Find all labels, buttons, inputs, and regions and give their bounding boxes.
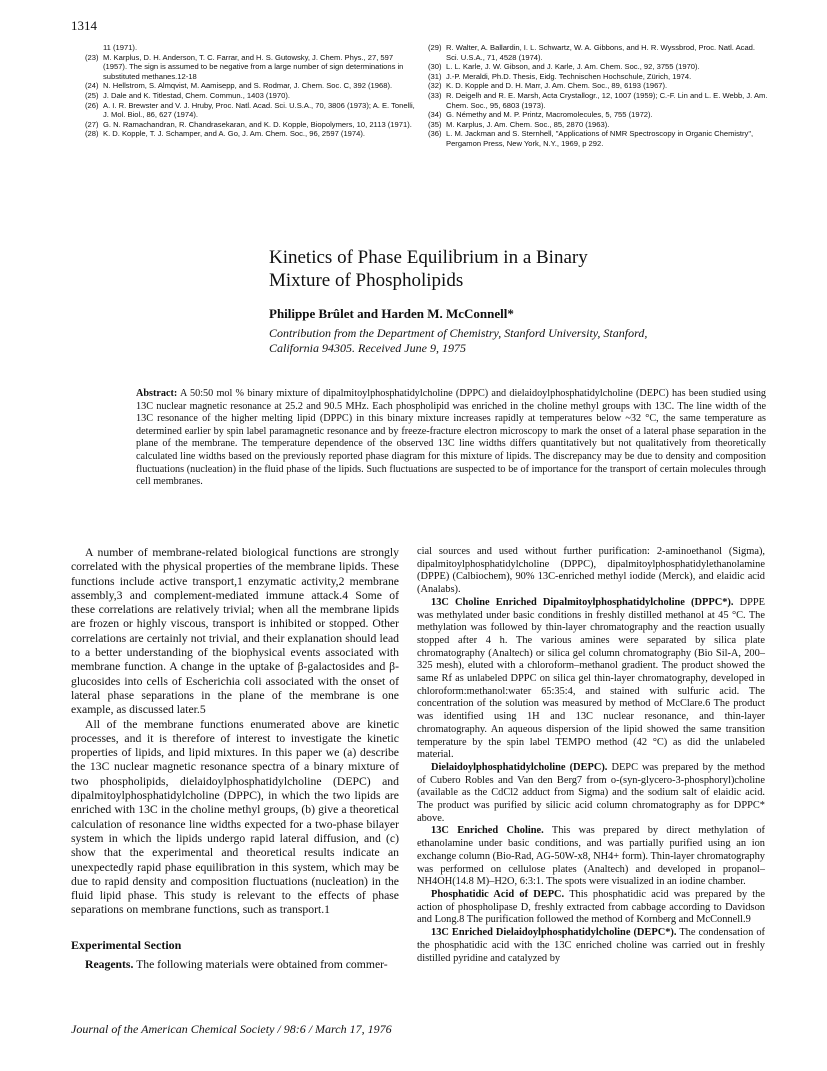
reference-number: (29) xyxy=(428,43,442,52)
authors: Philippe Brûlet and Harden M. McConnell* xyxy=(269,306,514,321)
run-in-heading: 13C Choline Enriched Dipalmitoylphosphatidylcholine (DPPC*). xyxy=(431,596,734,608)
reference-item xyxy=(428,91,768,110)
body-paragraph xyxy=(417,762,765,826)
abstract-text: A 50:50 mol % binary mixture of dipalmitoylphosphatidylcholine (DPPC) and dielaidoylphosphatidylcholine (DEPC) has been studied using 13C nuclear magnetic resonance at 25.2 and 90.5 MHz. Each phospholipid was enriched in the choline methyl groups with 13C. The line width of the 13C resonance of the higher melting lipid (DPPC) in this binary mixture increases rapidly at temperatures below ~32 °C, the same temperature as determined earlier by spin label paramagnetic resonance and by freeze-fracture electron microscopy to mark the onset of a lateral phase separation in the plane of the membrane. The temperature dependence of the observed 13C line widths differs quantitatively but not qualitatively from theoretically calculated line widths based on the previously reported phase diagram for this mixture of lipids. The discrepancy may be due to density and composition fluctuations (nucleation) in the fluid phase of the lipids. Such fluctuations are suspected to be of importance for the transport of certain molecules through cell membranes. xyxy=(136,388,767,488)
reference-text: A. I. R. Brewster and V. J. Hruby, Proc. Natl. Acad. Sci. U.S.A., 70, 3806 (1973); A. E. Tonelli, J. Mol. Biol., 86, 627 (1974). xyxy=(103,100,415,120)
run-in-heading: Phosphatidic Acid of DEPC. xyxy=(431,888,565,900)
body-paragraph xyxy=(417,825,765,889)
reference-number: (30) xyxy=(428,62,442,72)
journal-footer: Journal of the American Chemical Society / 98:6 / March 17, 1976 xyxy=(71,1022,392,1036)
reference-item xyxy=(85,91,415,101)
reference-item xyxy=(428,81,768,91)
body-paragraph xyxy=(417,546,765,597)
reference-number xyxy=(85,43,103,53)
reference-text: R. Walter, A. Ballardin, I. L. Schwartz, W. A. Gibbons, and H. R. Wyssbrod, Proc. Natl. Acad. Sci. U.S.A., 71, 4528 (1974). xyxy=(446,43,756,62)
reference-item xyxy=(428,129,768,148)
reference-item xyxy=(85,120,415,130)
body-paragraph xyxy=(71,958,399,972)
reference-item xyxy=(428,72,768,82)
reference-item xyxy=(428,120,768,130)
reference-number: (26) xyxy=(85,100,99,110)
abstract-label: Abstract: xyxy=(136,388,178,399)
run-in-heading: Reagents. xyxy=(85,958,134,972)
reference-item xyxy=(428,43,768,62)
run-in-heading: Dielaidoylphosphatidylcholine (DEPC). xyxy=(431,761,608,773)
reference-text: L. M. Jackman and S. Sternhell, "Applications of NMR Spectroscopy in Organic Chemistry", Pergamon Press, New York, N.Y., 1969, p 292. xyxy=(446,129,754,148)
reference-item xyxy=(428,110,768,120)
reference-number: (35) xyxy=(428,119,442,129)
section-heading: Experimental Section xyxy=(71,937,182,952)
reference-text: G. Némethy and M. P. Printz, Macromolecules, 5, 755 (1972). xyxy=(446,110,653,120)
reference-text: G. N. Ramachandran, R. Chandrasekaran, and K. D. Kopple, Biopolymers, 10, 2113 (1971). xyxy=(103,119,412,129)
abstract xyxy=(136,388,766,489)
paragraph-text: This phosphatidic acid was prepared by the action of phospholipase D, freshly extracted from cabbage according to Davidson and Long.8 The purification followed the method of Kornberg and McConnell.9 xyxy=(417,888,765,926)
reference-number: (23) xyxy=(85,52,99,62)
reference-item xyxy=(85,129,415,139)
reference-item xyxy=(85,43,415,53)
run-in-heading: 13C Enriched Dielaidoylphosphatidylcholine (DEPC*). xyxy=(431,927,677,939)
reference-item xyxy=(85,81,415,91)
references-right-column xyxy=(428,43,768,149)
reference-item xyxy=(428,62,768,72)
reference-text: K. D. Kopple, T. J. Schamper, and A. Go, J. Am. Chem. Soc., 96, 2597 (1974). xyxy=(103,129,365,139)
reference-text: 11 (1971). xyxy=(103,43,138,52)
reference-number: (32) xyxy=(428,81,442,91)
reference-number: (27) xyxy=(85,119,99,129)
references-left-column xyxy=(85,43,415,139)
reference-text: J.-P. Meraldi, Ph.D. Thesis, Eidg. Technischen Hochschule, Zürich, 1974. xyxy=(446,71,692,81)
reference-number: (25) xyxy=(85,90,99,100)
reference-text: M. Karplus, D. H. Anderson, T. C. Farrar, and H. S. Gutowsky, J. Chem. Phys., 27, 597 (1957). The sign is assumed to be negative from a large number of sign determinations in substituted methanes.12-18 xyxy=(103,52,404,81)
reference-number: (36) xyxy=(428,129,442,139)
reference-text: N. Hellstrom, S. Almqvist, M. Aamisepp, and S. Rodmar, J. Chem. Soc. C, 392 (1968). xyxy=(103,81,393,91)
body-paragraph xyxy=(417,927,765,965)
paragraph-text: DEPC was prepared by the method of Cubero Robles and Van den Berg7 from o-(syn-glycero-3-phosphoryl)choline (available as the CdCl2 adduct from Sigma) and the sodium salt of elaidic acid. The product was purified by silicic acid column chromatography as for DPPC* above. xyxy=(417,761,765,824)
body-left-column xyxy=(71,546,399,972)
reference-item xyxy=(85,53,415,82)
reference-text: M. Karplus, J. Am. Chem. Soc., 85, 2870 (1963). xyxy=(446,119,610,129)
reference-text: L. L. Karle, J. W. Gibson, and J. Karle, J. Am. Chem. Soc., 92, 3755 (1970). xyxy=(446,62,700,72)
paragraph-text: The condensation of the phosphatidic acid with the 13C enriched choline was carried out in freshly distilled pyridine and catalyzed by xyxy=(417,927,765,964)
body-paragraph: A number of membrane-related biological functions are strongly correlated with the physical properties of the membrane lipids. These functions include active transport,1 enzymatic activity,2 membrane assembly,3 and complement-mediated immune attack.4 Some of these correlations are relatively trivial; when all the membrane lipids are frozen or highly viscous, transport is inhibited or stopped. Other correlations are certainly not trivial, and their explanation should lead to a better understanding of the biophysical events associated with membrane function. A change in the uptake of β-galactosides and β-glucosides into cells of Escherichia coli associated with the onset of lateral phase separations in the plane of the membrane is one example, as discussed later.5 xyxy=(71,546,399,717)
run-in-heading: 13C Enriched Choline. xyxy=(431,825,544,837)
reference-number: (31) xyxy=(428,71,442,81)
reference-text: K. D. Kopple and D. H. Marr, J. Am. Chem. Soc., 89, 6193 (1967). xyxy=(446,81,668,91)
reference-item xyxy=(85,101,415,120)
reference-number: (28) xyxy=(85,129,99,139)
body-right-column xyxy=(417,546,765,965)
reference-number: (33) xyxy=(428,90,442,100)
body-paragraph xyxy=(417,597,765,762)
reference-text: R. Deigelh and R. E. Marsh, Acta Crystallogr., 12, 1007 (1959); C.-F. Lin and L. E. Webb, J. Am. Chem. Soc., 95, 6803 (1973). xyxy=(446,90,768,110)
paragraph-text: This was prepared by direct methylation of ethanolamine under basic conditions, and was partially purified using an ion exchange column (Bio-Rad, AG-50W-x8, NH4+ form). Thin-layer chromatography was performed on cellulose plates (Analtech) and developed in propanol–NH4OH(14.8 M)–H2O, 6:3:1. The spots were visualized in an iodine chamber. xyxy=(417,825,765,888)
body-paragraph xyxy=(417,889,765,927)
paragraph-text: DPPE was methylated under basic conditions in freshly distilled methanol at 45 °C. The methylation was followed by thin-layer chromatography and the reaction usually stopped after 4 h. The various amines were separated by silica plate chromatography (Analtech) or silica gel column chromatography (Bio Sil-A, 200–325 mesh), eluted with a chloroform–methanol gradient. The product showed the same Rf as unlabeled DPPC on silica gel thin-layer chromatography, developed in chloroform:methanol:water 65:35:4, and stained with sulfuric acid. The concentration of the solution was measured by method of McClare.6 The product was identified using 1H and 13C nuclear resonance, and thin-layer chromatography. An aqueous dispersion of the lipid showed the same transition temperature by the spin label TEMPO method (42 °C) as did the unlabeled material. xyxy=(417,596,765,761)
article-title: Kinetics of Phase Equilibrium in a Binary Mixture of Phospholipids xyxy=(269,247,588,291)
paragraph-text: cial sources and used without further purification: 2-aminoethanol (Sigma), dipalmitoylphosphatidylcholine (DPPC), dipalmitoylphosphatidylethanolamine (DPPE) (Calbiochem), 90% 13C-enriched methyl iodide (Merck), and elaidic acid (Analabs). xyxy=(417,546,765,596)
reference-number: (24) xyxy=(85,81,99,91)
body-paragraph: All of the membrane functions enumerated above are kinetic processes, and it is therefore of interest to investigate the kinetic properties of lipids, and lipid mixtures. In this paper we (a) describe the 13C nuclear magnetic resonance spectra of a binary mixture of two phospholipids, dielaidoylphosphatidylcholine (DEPC) and dipalmitoylphosphatidylcholine (DPPC), in which the two lipids are enriched with 13C in the choline methyl groups, (b) give a theoretical calculation of resonance line widths expected for a two-phase bilayer system in which the lipids undergo rapid lateral diffusion, and (c) show that the experimental and theoretical results indicate an unexpectedly rapid phase equilibration in this system, which may be due to rapid density and composition fluctuations (nucleation) in the fluid lipid phase. This study is relevant to the effects of phase separations on membrane functions, such as transport.1 xyxy=(71,717,399,917)
paragraph-text: The following materials were obtained from commer- xyxy=(136,958,388,972)
page-number: 1314 xyxy=(71,18,97,33)
affiliation: Contribution from the Department of Chemistry, Stanford University, Stanford, California 94305. Received June 9, 1975 xyxy=(269,326,648,355)
reference-text: J. Dale and K. Titlestad, Chem. Commun., 1403 (1970). xyxy=(103,90,290,100)
reference-number: (34) xyxy=(428,110,442,120)
